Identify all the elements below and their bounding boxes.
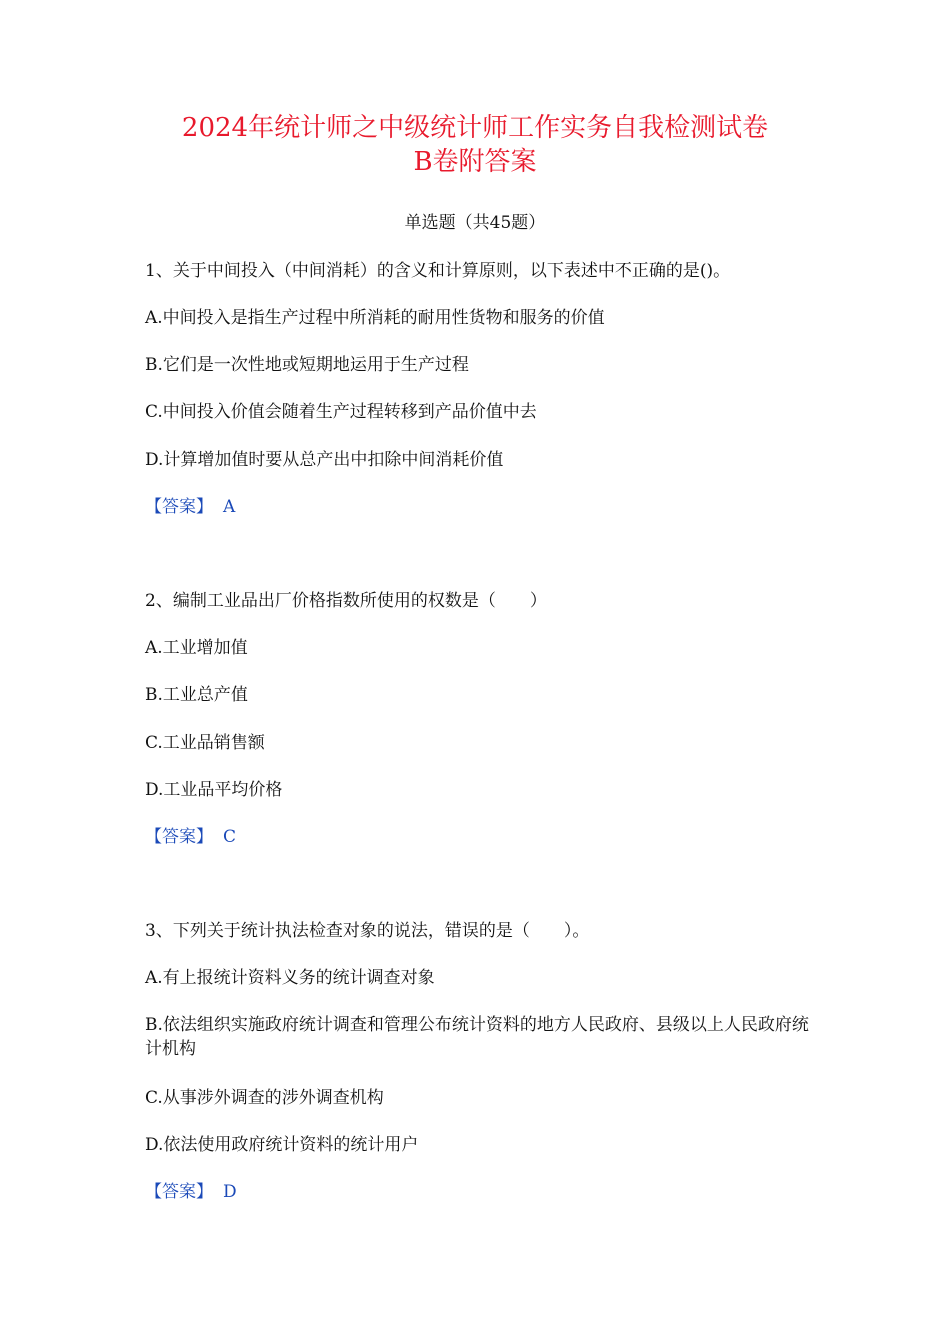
answer-label: 【答案】 — [145, 827, 213, 847]
answer-value: C — [223, 827, 237, 847]
question-1-stem: 1、关于中间投入（中间消耗）的含义和计算原则，以下表述中不正确的是()。 — [145, 261, 731, 281]
document-title-line-1: 2024年统计师之中级统计师工作实务自我检测试卷 — [181, 113, 769, 143]
question-3-option-c: C.从事涉外调查的涉外调查机构 — [145, 1088, 384, 1108]
section-heading: 单选题（共45题） — [404, 213, 546, 233]
question-1-option-c: C.中间投入价值会随着生产过程转移到产品价值中去 — [145, 402, 537, 422]
question-3-option-d: D.依法使用政府统计资料的统计用户 — [145, 1135, 419, 1155]
question-2-option-d: D.工业品平均价格 — [145, 780, 283, 800]
answer-label: 【答案】 — [145, 497, 213, 517]
question-2-stem: 2、编制工业品出厂价格指数所使用的权数是（ ） — [145, 591, 547, 611]
question-3-stem: 3、下列关于统计执法检查对象的说法，错误的是（ ）。 — [145, 921, 590, 941]
question-2-option-b: B.工业总产值 — [145, 685, 248, 705]
document-title-line-2: B卷附答案 — [413, 147, 537, 177]
question-3-option-a: A.有上报统计资料义务的统计调查对象 — [145, 968, 435, 988]
question-2-answer — [145, 825, 810, 849]
question-2-option-a: A.工业增加值 — [145, 638, 248, 658]
question-3-option-b: B.依法组织实施政府统计调查和管理公布统计资料的地方人民政府、县级以上人民政府统计机构 — [145, 1015, 809, 1059]
question-1-answer — [145, 495, 810, 519]
question-3-answer — [145, 1180, 810, 1204]
answer-label: 【答案】 — [145, 1182, 213, 1202]
answer-value: D — [223, 1182, 237, 1202]
question-1-option-b: B.它们是一次性地或短期地运用于生产过程 — [145, 355, 469, 375]
answer-value: A — [223, 497, 236, 517]
question-1-option-a: A.中间投入是指生产过程中所消耗的耐用性货物和服务的价值 — [145, 308, 605, 328]
question-1-option-d: D.计算增加值时要从总产出中扣除中间消耗价值 — [145, 450, 504, 470]
question-2-option-c: C.工业品销售额 — [145, 733, 265, 753]
